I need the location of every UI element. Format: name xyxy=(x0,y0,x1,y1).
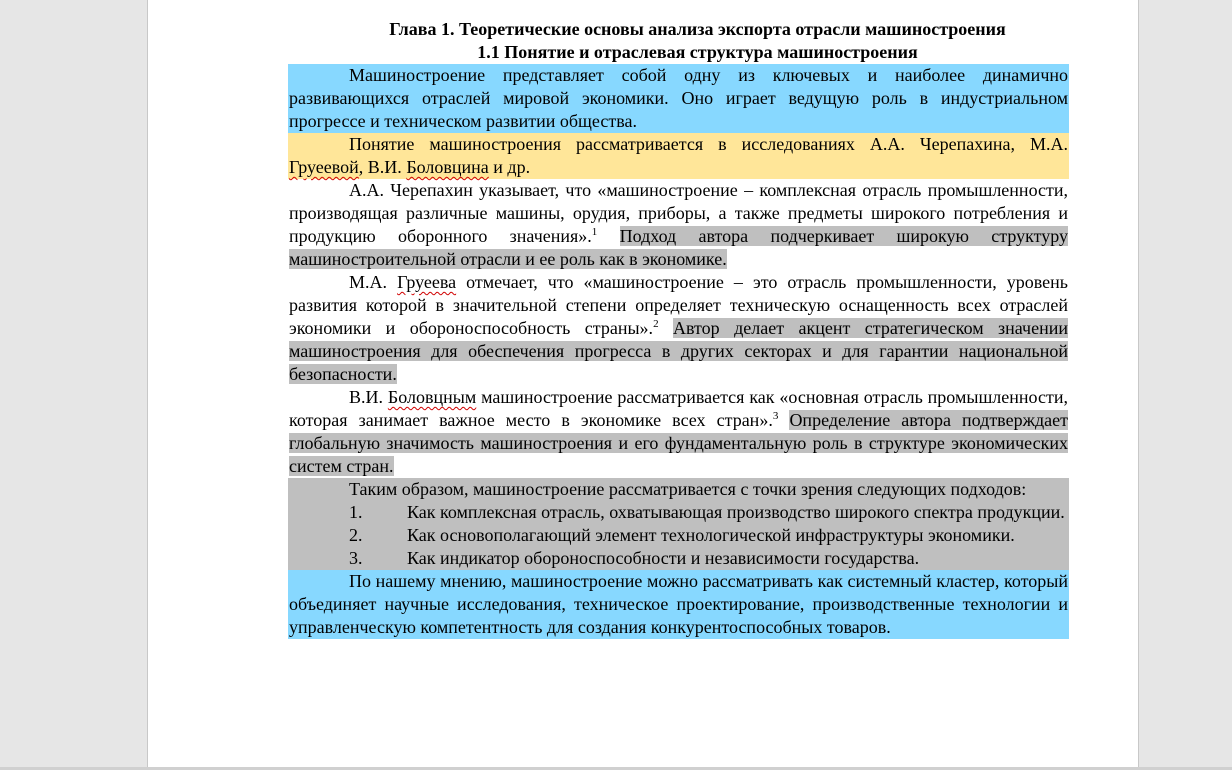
list-item: 2. Как основополагающий элемент технологической инфраструктуры экономики. xyxy=(288,524,1069,547)
paragraph-intro: Машиностроение представляет собой одну из ключевых и наиболее динамично развивающихся отраслей мировой экономики. Оно играет ведущую роль в индустриальном прогрессе и техническом развитии общества. xyxy=(289,65,1068,131)
paragraph-approaches: Таким образом, машиностроение рассматривается с точки зрения следующих подходов: xyxy=(288,478,1069,501)
spellcheck-word: Груеева xyxy=(397,272,457,292)
list-item: 3. Как индикатор обороноспособности и независимости государства. xyxy=(288,547,1069,570)
highlighted-comment: Подход автора подчеркивает широкую структуру машиностроительной отрасли и ее роль как в экономике. xyxy=(289,226,1069,269)
spellcheck-word: Боловцина xyxy=(406,157,489,177)
highlighted-comment: Автор делает акцент стратегическом значении машиностроения для обеспечения прогресса в других секторах и для гарантии национальной безопасности. xyxy=(289,318,1068,384)
paragraph-conclusion: По нашему мнению, машиностроение можно рассматривать как системный кластер, который объединяет научные исследования, техническое проектирование, производственные технологии и управленческую компетентность для создания конкурентоспособных товаров. xyxy=(289,571,1068,637)
footnote-ref[interactable]: 1 xyxy=(591,226,598,238)
footnote-ref[interactable]: 3 xyxy=(772,410,779,422)
document-page xyxy=(147,0,1139,767)
paragraph-bolovtsin: В.И. Боловцным машиностроение рассматривается как «основная отрасль промышленности, которая занимает важное место в экономике всех стран».$^3$ Определение автора подтверждает глобальную значимость машиностроения и его фундаментальную роль в структуре экономических систем стран. xyxy=(289,387,1069,476)
list-item: 1. Как комплексная отрасль, охватывающая производство широкого спектра продукции. xyxy=(288,501,1069,524)
chapter-title: Глава 1. Теоретические основы анализа экспорта отрасли машиностроения xyxy=(389,19,1006,39)
spellcheck-word: Боловцным xyxy=(387,387,477,407)
paragraph-cherepakhin: А.А. Черепахин указывает, что «машиностроение – комплексная отрасль промышленности, производящая различные машины, орудия, приборы, а также предметы широкого потребления и продукцию оборонного значения».$^1$ Подход автора подчеркивает широкую структуру машиностроительной отрасли и ее роль как в экономике. xyxy=(289,180,1069,269)
spellcheck-word: Груеевой xyxy=(289,157,359,177)
highlighted-comment: Определение автора подтверждает глобальную значимость машиностроения и его фундаментальную роль в структуре экономических систем стран. xyxy=(289,410,1069,476)
footnote-ref[interactable]: 2 xyxy=(653,318,659,330)
document-body[interactable] xyxy=(288,18,1069,639)
section-title: 1.1 Понятие и отраслевая структура машиностроения xyxy=(477,42,918,62)
paragraph-authors: Понятие машиностроения рассматривается в исследованиях А.А. Черепахина, М.А. Груеевой, В.И. Боловцина и др. xyxy=(289,134,1068,177)
paragraph-grueeva: М.А. Груеева отмечает, что «машиностроение – это отрасль промышленности, уровень развития которой в значительной степени определяет техническую оснащенность всех отраслей экономики и обороноспособность страны».$^2$ Автор делает акцент стратегическом значении машиностроения для обеспечения прогресса в других секторах и для гарантии национальной безопасности. xyxy=(289,272,1069,384)
